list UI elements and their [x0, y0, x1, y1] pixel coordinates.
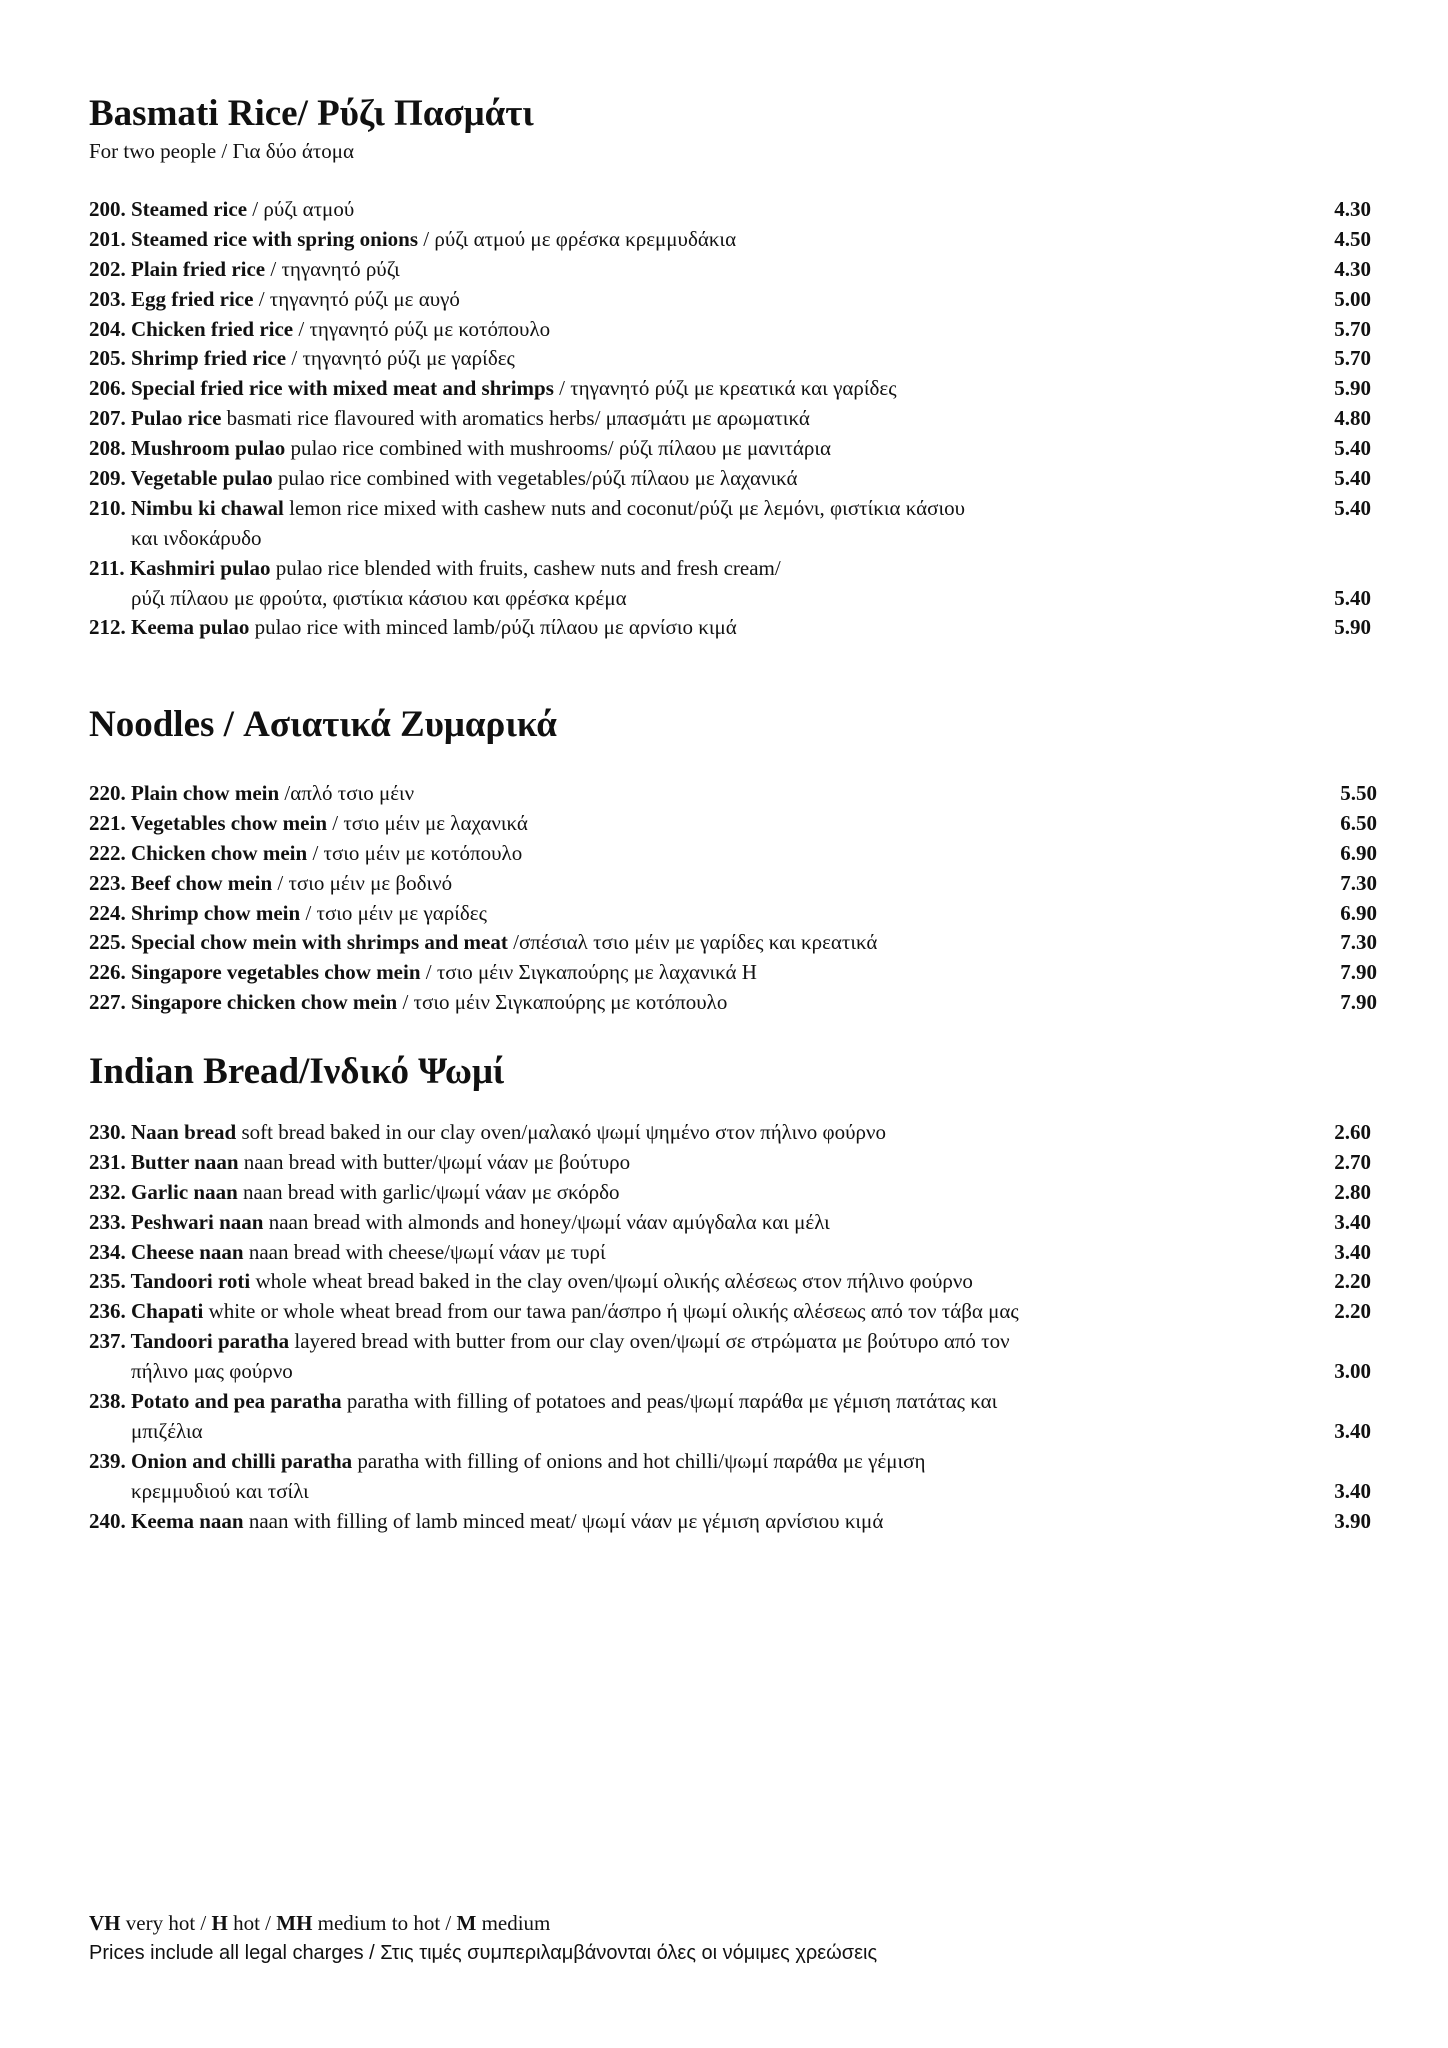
legend-text: very hot / — [120, 1911, 212, 1935]
item-name: Tandoori roti — [130, 1269, 251, 1294]
item-name: Beef chow mein — [131, 870, 273, 895]
item-description-continued: ρύζι πίλαου με φρούτα, φιστίκια κάσιου και φρέσκα κρέμα — [131, 585, 627, 610]
item-name: Potato and pea paratha — [131, 1389, 342, 1414]
menu-item — [89, 1178, 1371, 1208]
section-subtitle: For two people / Για δύο άτομα — [89, 139, 355, 163]
item-description: / τσιο μέιν με γαρίδες — [300, 900, 487, 925]
item-number: 206. — [89, 376, 131, 401]
item-price: 7.30 — [1340, 870, 1377, 895]
item-number: 220. — [89, 781, 131, 805]
menu-item-continuation — [89, 1357, 1371, 1387]
item-description: / τηγανητό ρύζι με κρεατικά και γαρίδες — [553, 376, 897, 401]
item-name: Garlic naan — [131, 1179, 238, 1204]
menu-item-continuation — [89, 584, 1371, 614]
menu-item — [89, 958, 1377, 988]
item-price: 5.70 — [1334, 346, 1371, 371]
menu-item — [89, 1148, 1371, 1178]
menu-item — [89, 1267, 1371, 1297]
item-description: / τσιο μέιν Σιγκαπούρης με λαχανικά H — [420, 960, 757, 985]
section-title-noodles: Noodles / Ασιατικά Ζυμαρικά — [89, 704, 557, 745]
menu-item — [89, 809, 1377, 839]
item-number: 211. — [89, 555, 130, 580]
menu-item-continuation — [89, 1417, 1371, 1447]
item-number: 237. — [89, 1329, 131, 1354]
item-name: Chapati — [131, 1299, 204, 1324]
item-name: Keema pulao — [131, 615, 250, 640]
item-description: naan bread with cheese/ψωμί νάαν με τυρί — [243, 1239, 606, 1264]
legend-code: MH — [276, 1911, 313, 1935]
item-description: / τσιο μέιν με βοδινό — [272, 870, 453, 895]
item-price: 4.30 — [1334, 197, 1371, 221]
item-description: lemon rice mixed with cashew nuts and coconut/ρύζι με λεμόνι, φιστίκια κάσιου — [283, 495, 965, 520]
item-number: 221. — [89, 810, 131, 835]
item-number: 227. — [89, 990, 131, 1015]
item-number: 233. — [89, 1209, 131, 1234]
item-description: soft bread baked in our clay oven/μαλακό ψωμί ψημένο στον πήλινο φούρνο — [236, 1120, 886, 1144]
item-description: / ρύζι ατμού με φρέσκα κρεμμυδάκια — [418, 226, 737, 251]
menu-item — [89, 404, 1371, 434]
bread-menu-list — [89, 1118, 1371, 1536]
item-number: 204. — [89, 316, 131, 341]
item-price: 3.40 — [1334, 1418, 1371, 1443]
menu-item-continuation — [89, 524, 1371, 554]
legend-text: medium to hot / — [312, 1911, 457, 1935]
item-name: Nimbu ki chawal — [131, 495, 284, 520]
item-name: Vegetable pulao — [130, 466, 273, 491]
item-number: 207. — [89, 406, 131, 431]
item-name: Peshwari naan — [131, 1209, 264, 1234]
item-description: / τσιο μέιν με κοτόπουλο — [307, 840, 523, 865]
menu-item — [89, 988, 1377, 1018]
item-description: pulao rice combined with mushrooms/ ρύζι πίλαου με μανιτάρια — [285, 436, 831, 461]
item-description: whole wheat bread baked in the clay oven/ψωμί ολικής αλέσεως στον πήλινο φούρνο — [250, 1269, 973, 1294]
item-name: Chicken chow mein — [131, 840, 308, 865]
item-number: 202. — [89, 256, 131, 281]
item-price: 5.50 — [1340, 781, 1377, 805]
item-number: 224. — [89, 900, 131, 925]
item-number: 238. — [89, 1389, 131, 1414]
item-name: Pulao rice — [131, 406, 222, 431]
item-price: 3.90 — [1334, 1508, 1371, 1533]
item-price: 3.40 — [1334, 1478, 1371, 1503]
item-name: Onion and chilli paratha — [131, 1448, 353, 1473]
legend-code: VH — [89, 1911, 121, 1935]
section-title-indian-bread: Indian Bread/Ινδικό Ψωμί — [89, 1051, 505, 1092]
menu-item-continuation — [89, 1477, 1371, 1507]
menu-item — [89, 554, 1371, 584]
item-name: Singapore vegetables chow mein — [131, 960, 421, 985]
item-price: 2.20 — [1334, 1269, 1371, 1294]
item-price: 3.40 — [1334, 1209, 1371, 1234]
item-price: 2.20 — [1334, 1299, 1371, 1324]
item-price: 4.50 — [1334, 226, 1371, 251]
menu-item — [89, 195, 1371, 225]
item-number: 232. — [89, 1179, 131, 1204]
item-name: Egg fried rice — [131, 286, 254, 311]
item-number: 240. — [89, 1508, 131, 1533]
item-name: Special fried rice with mixed meat and shrimps — [131, 376, 554, 401]
item-price: 4.30 — [1334, 256, 1371, 281]
item-name: Tandoori paratha — [130, 1329, 290, 1354]
item-price: 4.80 — [1334, 406, 1371, 431]
menu-item — [89, 494, 1371, 524]
item-price: 7.30 — [1340, 930, 1377, 955]
item-number: 208. — [89, 436, 131, 461]
item-name: Butter naan — [131, 1149, 239, 1174]
item-price: 5.40 — [1334, 466, 1371, 491]
item-name: Shrimp fried rice — [131, 346, 287, 371]
item-name: Special chow mein with shrimps and meat — [131, 930, 508, 955]
item-description-continued: μπιζέλια — [131, 1418, 203, 1443]
item-description-continued: πήλινο μας φούρνο — [131, 1359, 293, 1384]
item-price: 2.70 — [1334, 1149, 1371, 1174]
item-name: Cheese naan — [131, 1239, 244, 1264]
item-price: 7.90 — [1340, 960, 1377, 985]
legend-code: M — [456, 1911, 477, 1935]
item-description: white or whole wheat bread from our tawa pan/άσπρο ή ψωμί ολικής αλέσεως από τον τάβα μας — [203, 1299, 1019, 1324]
item-number: 223. — [89, 870, 131, 895]
item-name: Mushroom pulao — [131, 436, 286, 461]
item-number: 212. — [89, 615, 131, 640]
item-price: 5.00 — [1334, 286, 1371, 311]
item-description: pulao rice combined with vegetables/ρύζι πίλαου με λαχανικά — [272, 466, 798, 491]
section-title-basmati-rice: Basmati Rice/ Ρύζι Πασμάτι — [89, 93, 534, 134]
item-description: naan with filling of lamb minced meat/ ψωμί νάαν με γέμιση αρνίσιου κιμά — [243, 1508, 884, 1533]
item-price: 2.60 — [1334, 1120, 1371, 1144]
menu-item — [89, 1208, 1371, 1238]
menu-item — [89, 928, 1377, 958]
item-description: / ρύζι ατμού — [247, 197, 355, 221]
item-name: Steamed rice — [131, 197, 248, 221]
item-name: Naan bread — [131, 1120, 237, 1144]
item-description-continued: και ινδοκάρυδο — [131, 525, 262, 550]
item-number: 230. — [89, 1120, 131, 1144]
item-number: 225. — [89, 930, 131, 955]
menu-item — [89, 839, 1377, 869]
item-price: 6.90 — [1340, 840, 1377, 865]
item-description: paratha with filling of potatoes and peas/ψωμί παράθα με γέμιση πατάτας και — [341, 1389, 998, 1414]
menu-item — [89, 1238, 1371, 1268]
item-price: 5.40 — [1334, 585, 1371, 610]
item-price: 3.00 — [1334, 1359, 1371, 1384]
item-description: / τσιο μέιν Σιγκαπούρης με κοτόπουλο — [397, 990, 728, 1015]
menu-item — [89, 344, 1371, 374]
menu-item — [89, 869, 1377, 899]
noodles-menu-list — [89, 779, 1377, 1018]
menu-item — [89, 464, 1371, 494]
item-name: Kashmiri pulao — [129, 555, 271, 580]
menu-item — [89, 1327, 1371, 1357]
item-description: / τηγανητό ρύζι με αυγό — [253, 286, 460, 311]
legend-text: medium — [476, 1911, 551, 1935]
item-name: Vegetables chow mein — [130, 810, 327, 835]
item-description: / τσιο μέιν με λαχανικά — [327, 810, 528, 835]
item-name: Shrimp chow mein — [131, 900, 301, 925]
item-number: 231. — [89, 1149, 131, 1174]
menu-item — [89, 779, 1377, 809]
item-price: 7.90 — [1340, 990, 1377, 1015]
item-description: / τηγανητό ρύζι — [265, 256, 400, 281]
prices-note: Prices include all legal charges / Στις τιμές συμπεριλαμβάνονται όλες οι νόμιμες χρεώσεις — [89, 1942, 878, 1964]
item-number: 239. — [89, 1448, 131, 1473]
item-price: 5.70 — [1334, 316, 1371, 341]
item-number: 210. — [89, 495, 131, 520]
item-name: Keema naan — [131, 1508, 244, 1533]
menu-item — [89, 315, 1371, 345]
item-price: 3.40 — [1334, 1239, 1371, 1264]
rice-menu-list — [89, 195, 1371, 643]
item-description: pulao rice blended with fruits, cashew nuts and fresh cream/ — [270, 555, 781, 580]
item-price: 5.90 — [1334, 376, 1371, 401]
item-name: Singapore chicken chow mein — [131, 990, 398, 1015]
menu-item — [89, 613, 1371, 643]
item-number: 201. — [89, 226, 131, 251]
menu-item — [89, 1297, 1371, 1327]
item-description: /σπέσιαλ τσιο μέιν με γαρίδες και κρεατικά — [507, 930, 878, 955]
menu-item — [89, 1118, 1371, 1148]
item-number: 205. — [89, 346, 131, 371]
menu-item — [89, 285, 1371, 315]
item-description: basmati rice flavoured with aromatics herbs/ μπασμάτι με αρωματικά — [221, 406, 810, 431]
item-price: 5.40 — [1334, 436, 1371, 461]
legend-code: H — [211, 1911, 228, 1935]
item-description: / τηγανητό ρύζι με κοτόπουλο — [293, 316, 551, 341]
menu-item — [89, 374, 1371, 404]
item-number: 209. — [89, 466, 131, 491]
item-description: naan bread with almonds and honey/ψωμί νάαν αμύγδαλα και μέλι — [263, 1209, 830, 1234]
item-description: /απλό τσιο μέιν — [279, 781, 415, 805]
menu-item — [89, 225, 1371, 255]
item-description: / τηγανητό ρύζι με γαρίδες — [286, 346, 515, 371]
item-number: 234. — [89, 1239, 131, 1264]
item-price: 6.50 — [1340, 810, 1377, 835]
item-number: 235. — [89, 1269, 131, 1294]
item-name: Plain fried rice — [131, 256, 266, 281]
legend-text: hot / — [227, 1911, 277, 1935]
item-price: 6.90 — [1340, 900, 1377, 925]
item-price: 2.80 — [1334, 1179, 1371, 1204]
item-description-continued: κρεμμυδιού και τσίλι — [131, 1478, 309, 1503]
item-number: 222. — [89, 840, 131, 865]
item-description: naan bread with garlic/ψωμί νάαν με σκόρδο — [237, 1179, 620, 1204]
menu-item — [89, 1387, 1371, 1417]
menu-item — [89, 434, 1371, 464]
item-number: 226. — [89, 960, 131, 985]
item-price: 5.40 — [1334, 495, 1371, 520]
menu-item — [89, 255, 1371, 285]
item-number: 203. — [89, 286, 131, 311]
item-name: Chicken fried rice — [131, 316, 294, 341]
item-description: paratha with filling of onions and hot chilli/ψωμί παράθα με γέμιση — [352, 1448, 926, 1473]
item-name: Plain chow mein — [131, 781, 280, 805]
item-number: 236. — [89, 1299, 131, 1324]
spice-legend — [89, 1908, 550, 1938]
item-name: Steamed rice with spring onions — [131, 226, 419, 251]
menu-item — [89, 1447, 1371, 1477]
item-price: 5.90 — [1334, 615, 1371, 640]
menu-item — [89, 899, 1377, 929]
item-description: naan bread with butter/ψωμί νάαν με βούτυρο — [238, 1149, 631, 1174]
menu-item — [89, 1507, 1371, 1537]
item-description: pulao rice with minced lamb/ρύζι πίλαου με αρνίσιο κιμά — [249, 615, 737, 640]
item-description: layered bread with butter from our clay oven/ψωμί σε στρώματα με βούτυρο από τον — [289, 1329, 1010, 1354]
item-number: 200. — [89, 197, 131, 221]
